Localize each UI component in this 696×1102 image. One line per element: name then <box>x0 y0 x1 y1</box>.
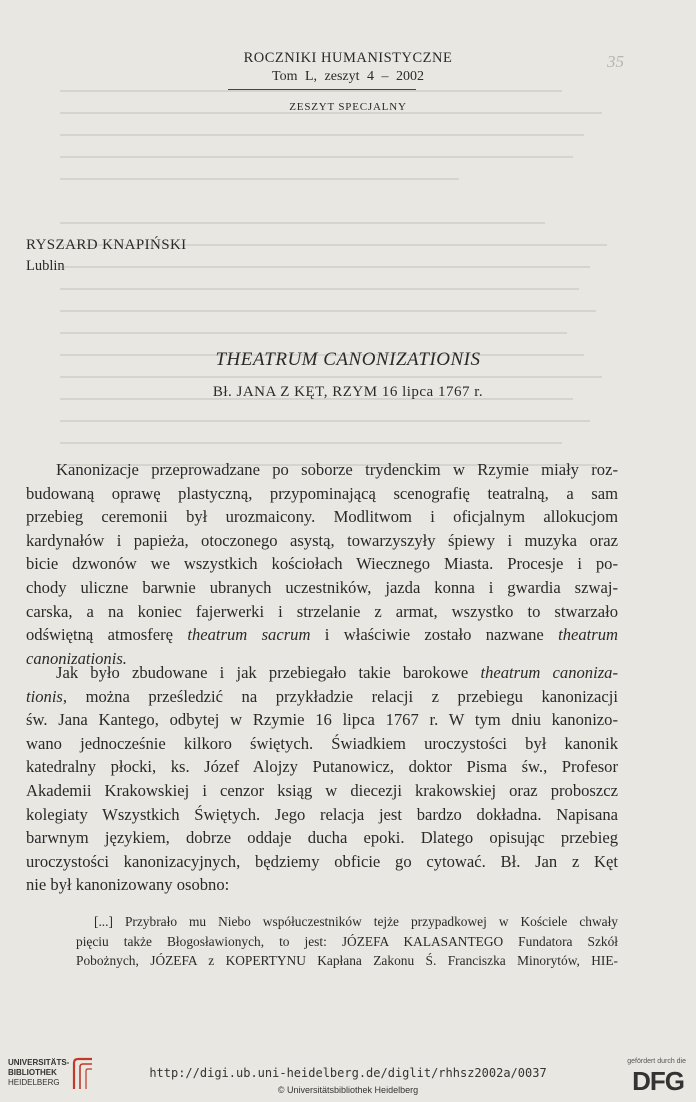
text-line: Jak było zbudowane i jak przebiegało takie barokowe theatrum canoniza- <box>56 663 618 682</box>
quote-line: [...] Przybrało mu Niebo współuczestników tejże przypadkowej w Kościele chwały <box>94 914 618 929</box>
journal-title: ROCZNIKI HUMANISTYCZNE <box>243 50 453 66</box>
text-line: Kanonizacje przeprowadzane po soborze trydenckim w Rzymie miały roz- <box>56 460 618 479</box>
text-line: barwnym językiem, dobrze oddaje ducha epoki. Dlatego opisując przebieg <box>26 828 618 848</box>
text-line: katedralny płocki, ks. Józef Alojzy Putanowicz, doktor Pisma św., Profesor <box>26 757 618 777</box>
article-subtitle: Bł. JANA Z KĘT, RZYM 16 lipca 1767 r. <box>212 384 484 400</box>
quote-line: Pobożnych, JÓZEFA z KOPERTYNU Kapłana Zakonu Ś. Franciszka Minorytów, HIE- <box>76 953 618 968</box>
text-line: budowaną oprawę plastyczną, przypominającą scenografię teatralną, a sam <box>26 483 618 503</box>
library-name-line3: HEIDELBERG <box>8 1078 60 1087</box>
library-name-line2: BIBLIOTHEK <box>8 1068 57 1077</box>
paragraph-2 <box>26 661 618 897</box>
text-line: canonizationis. <box>26 648 127 668</box>
author-name: RYSZARD KNAPIŃSKI <box>26 237 187 253</box>
page-number: 35 <box>607 52 624 71</box>
paragraph-1 <box>26 458 618 670</box>
text-line: bicie dzwonów we wszystkich kościołach Wiecznego Miasta. Procesje i po- <box>26 554 618 574</box>
special-issue-label: ZESZYT SPECJALNY <box>289 101 407 113</box>
journal-issue: Tom L, zeszyt 4 – 2002 <box>272 69 424 84</box>
text-line: tionis, można prześledzić na przykładzie relacji z przebiegu kanonizacji <box>26 686 618 706</box>
permalink-url[interactable]: http://digi.ub.uni-heidelberg.de/diglit/rhhsz2002a/0037 <box>149 1066 547 1080</box>
copyright-notice: © Universitätsbibliothek Heidelberg <box>277 1085 419 1095</box>
funded-by-label: gefördert durch die <box>627 1058 686 1065</box>
text-line: chody uliczne barwnie ubranych uczestników, jazda konna i gwardia szwaj- <box>26 577 618 597</box>
text-line: Akademii Krakowskiej i cenzor ksiąg w diecezji krakowskiej oraz proboszcz <box>26 780 618 800</box>
text-line: uroczystości kanonizacyjnych, będziemy obficie go cytować. Bł. Jan z Kęt <box>26 851 618 871</box>
article-title: THEATRUM CANONIZATIONIS <box>215 349 481 370</box>
text-line: odświętną atmosferę theatrum sacrum i właściwie zostało nazwane theatrum <box>26 625 618 645</box>
text-line: nie był kanonizowany osobno: <box>26 875 230 895</box>
text-line: carska, a na koniec fajerwerki i strzelanie z armat, wszystko to stwarzało <box>26 601 618 621</box>
text-line: kardynałów i papieża, otoczonego asystą, towarzyszyły śpiewy i muzyka oraz <box>26 530 618 550</box>
quote-line: pięciu także Błogosławionych, to jest: JÓZEFA KALASANTEGO Fundatora Szkół <box>76 933 618 949</box>
header-rule <box>228 89 416 90</box>
text-line: kolegiaty Wszystkich Świętych. Jego relacja jest bardzo dokładna. Napisana <box>26 804 618 824</box>
text-line: przebieg ceremonii był urozmaicony. Modlitwom i oficjalnym allokucjom <box>26 507 618 527</box>
author-city: Lublin <box>26 258 65 274</box>
library-name-line1: UNIVERSITÄTS- <box>8 1058 70 1067</box>
text-line: wano jednocześnie kilkoro świętych. Świadkiem uroczystości był kanonik <box>26 733 618 753</box>
dfg-logo[interactable]: DFG <box>632 1066 684 1096</box>
text-line: św. Jana Kantego, odbytej w Rzymie 16 lipca 1767 r. W tym dniu kanonizo- <box>26 710 618 730</box>
bleed-through-text <box>60 90 630 510</box>
block-quote <box>76 912 618 971</box>
